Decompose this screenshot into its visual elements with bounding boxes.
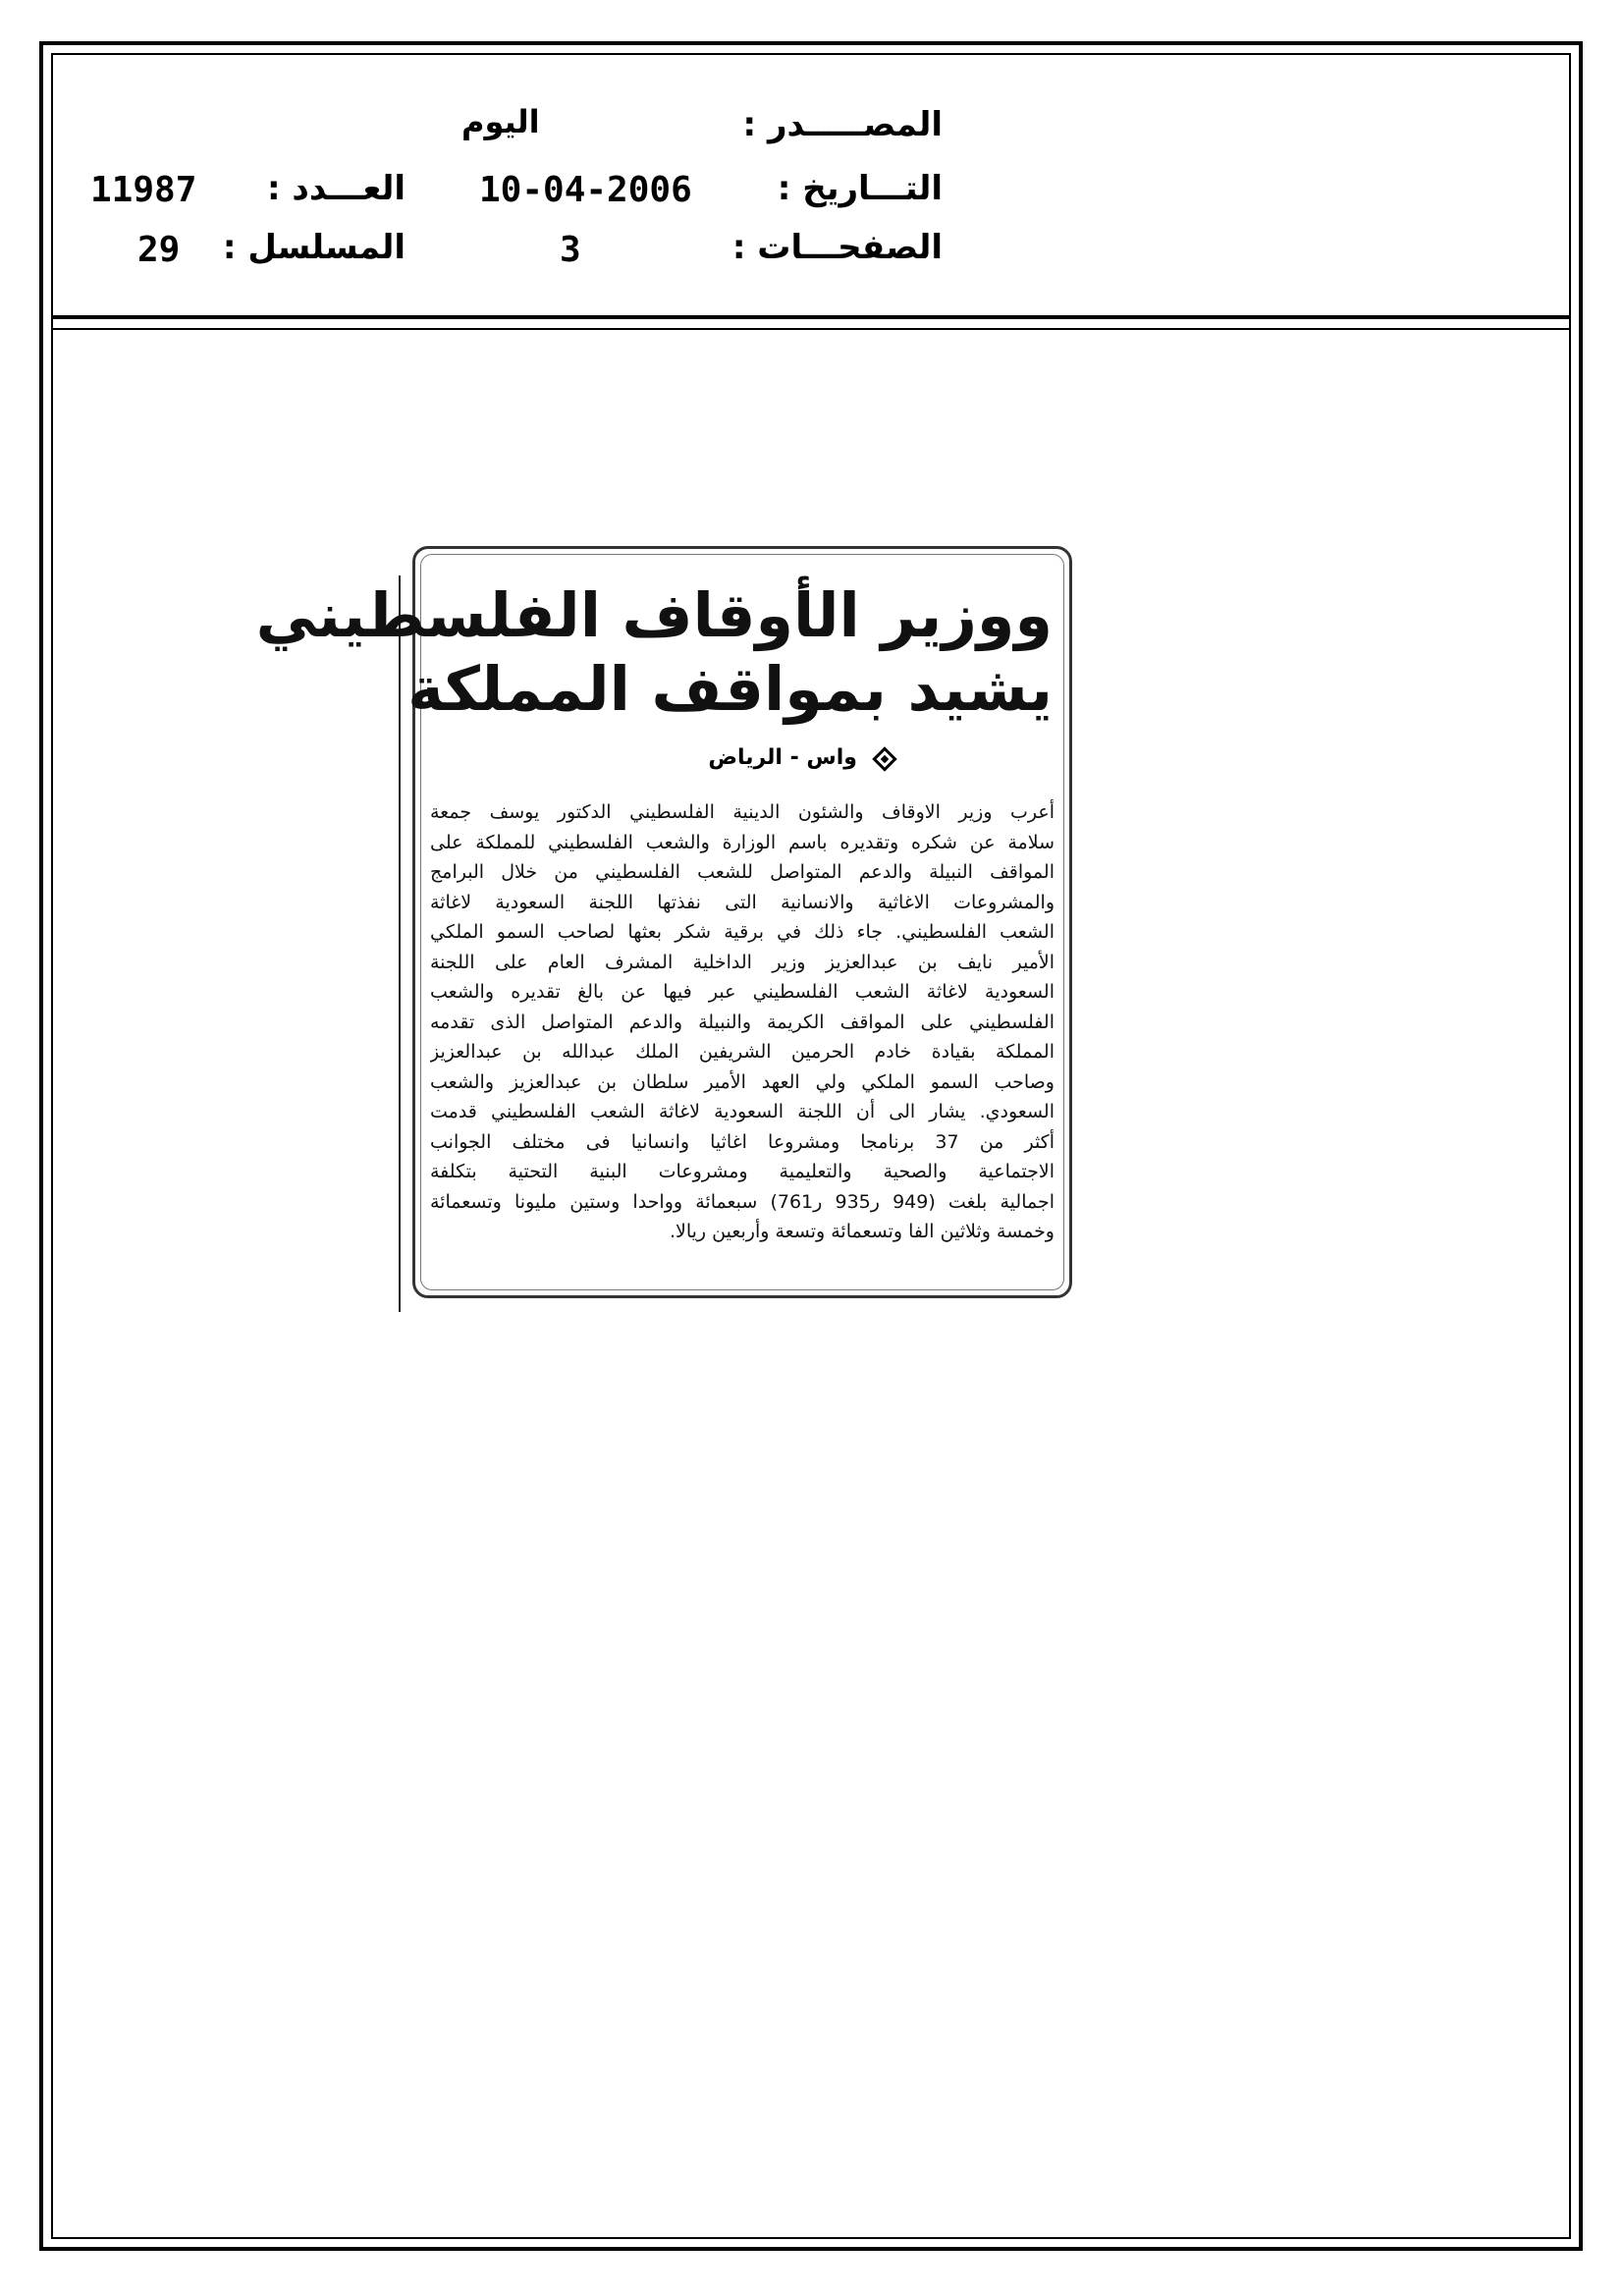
body-line: السعودية لاغاثة الشعب الفلسطيني عبر فيها عن بالغ تقديره والشعب <box>430 981 1055 1003</box>
body-line: المواقف النبيلة والدعم المتواصل للشعب الفلسطيني من خلال البرامج <box>430 861 1055 883</box>
article-body <box>430 797 1055 1247</box>
body-line: أكثر من 37 برنامجا ومشروعا اغاثيا وانسانيا فى مختلف الجوانب <box>430 1130 1055 1153</box>
body-line: السعودي. يشار الى أن اللجنة السعودية لاغاثة الشعب الفلسطيني قدمت <box>430 1101 1055 1122</box>
article-headline-line-1: ووزير الأوقاف الفلسطيني <box>255 579 1053 651</box>
article-byline: واس - الرياض <box>708 745 857 770</box>
issue-label: العـــدد : <box>267 169 406 208</box>
source-value: اليوم <box>461 103 540 140</box>
body-line: المملكة بقيادة خادم الحرمين الشريفين الملك عبدالله بن عبدالعزيز <box>430 1041 1055 1063</box>
clipping-edge-line <box>399 575 401 1312</box>
body-line: اجمالية بلغت (949 ر935 ر761) سبعمائة وواحدا وستين مليونا وتسعمائة <box>430 1190 1055 1213</box>
date-label: التـــاريخ : <box>777 169 943 208</box>
pages-label: الصفحـــات : <box>731 228 943 267</box>
body-line: والمشروعات الاغاثية والانسانية التى نفذتها اللجنة السعودية لاغاثة <box>430 891 1055 913</box>
header-divider <box>51 315 1571 319</box>
body-line: الفلسطيني على المواقف الكريمة والنبيلة والدعم المتواصل الذى تقدمه <box>430 1011 1055 1033</box>
body-line: وصاحب السمو الملكي ولي العهد الأمير سلطان بن عبدالعزيز والشعب <box>430 1070 1055 1093</box>
body-line: الاجتماعية والصحية والتعليمية ومشروعات البنية التحتية بتكلفة <box>430 1161 1055 1182</box>
body-line: سلامة عن شكره وتقديره باسم الوزارة والشعب الفلسطيني للمملكة على <box>430 831 1055 853</box>
body-line: أعرب وزير الاوقاف والشئون الدينية الفلسطيني الدكتور يوسف جمعة <box>430 801 1055 823</box>
body-line: الشعب الفلسطيني. جاء ذلك في برقية شكر بعثها لصاحب السمو الملكي <box>430 921 1055 943</box>
pages-value: 3 <box>560 230 581 270</box>
body-line: الأمير نايف بن عبدالعزيز وزير الداخلية المشرف العام على اللجنة <box>430 951 1055 973</box>
issue-value: 11987 <box>90 170 197 210</box>
body-line: وخمسة وثلاثين الفا وتسعمائة وتسعة وأربعين ريالا. <box>669 1221 1055 1242</box>
article-headline-line-2: يشيد بمواقف المملكة <box>407 653 1053 725</box>
serial-label: المسلسل : <box>222 228 406 267</box>
header-divider-thin <box>51 328 1571 330</box>
serial-value: 29 <box>137 230 181 270</box>
date-value: 10-04-2006 <box>479 170 692 210</box>
source-label: المصـــــدر : <box>742 105 943 144</box>
